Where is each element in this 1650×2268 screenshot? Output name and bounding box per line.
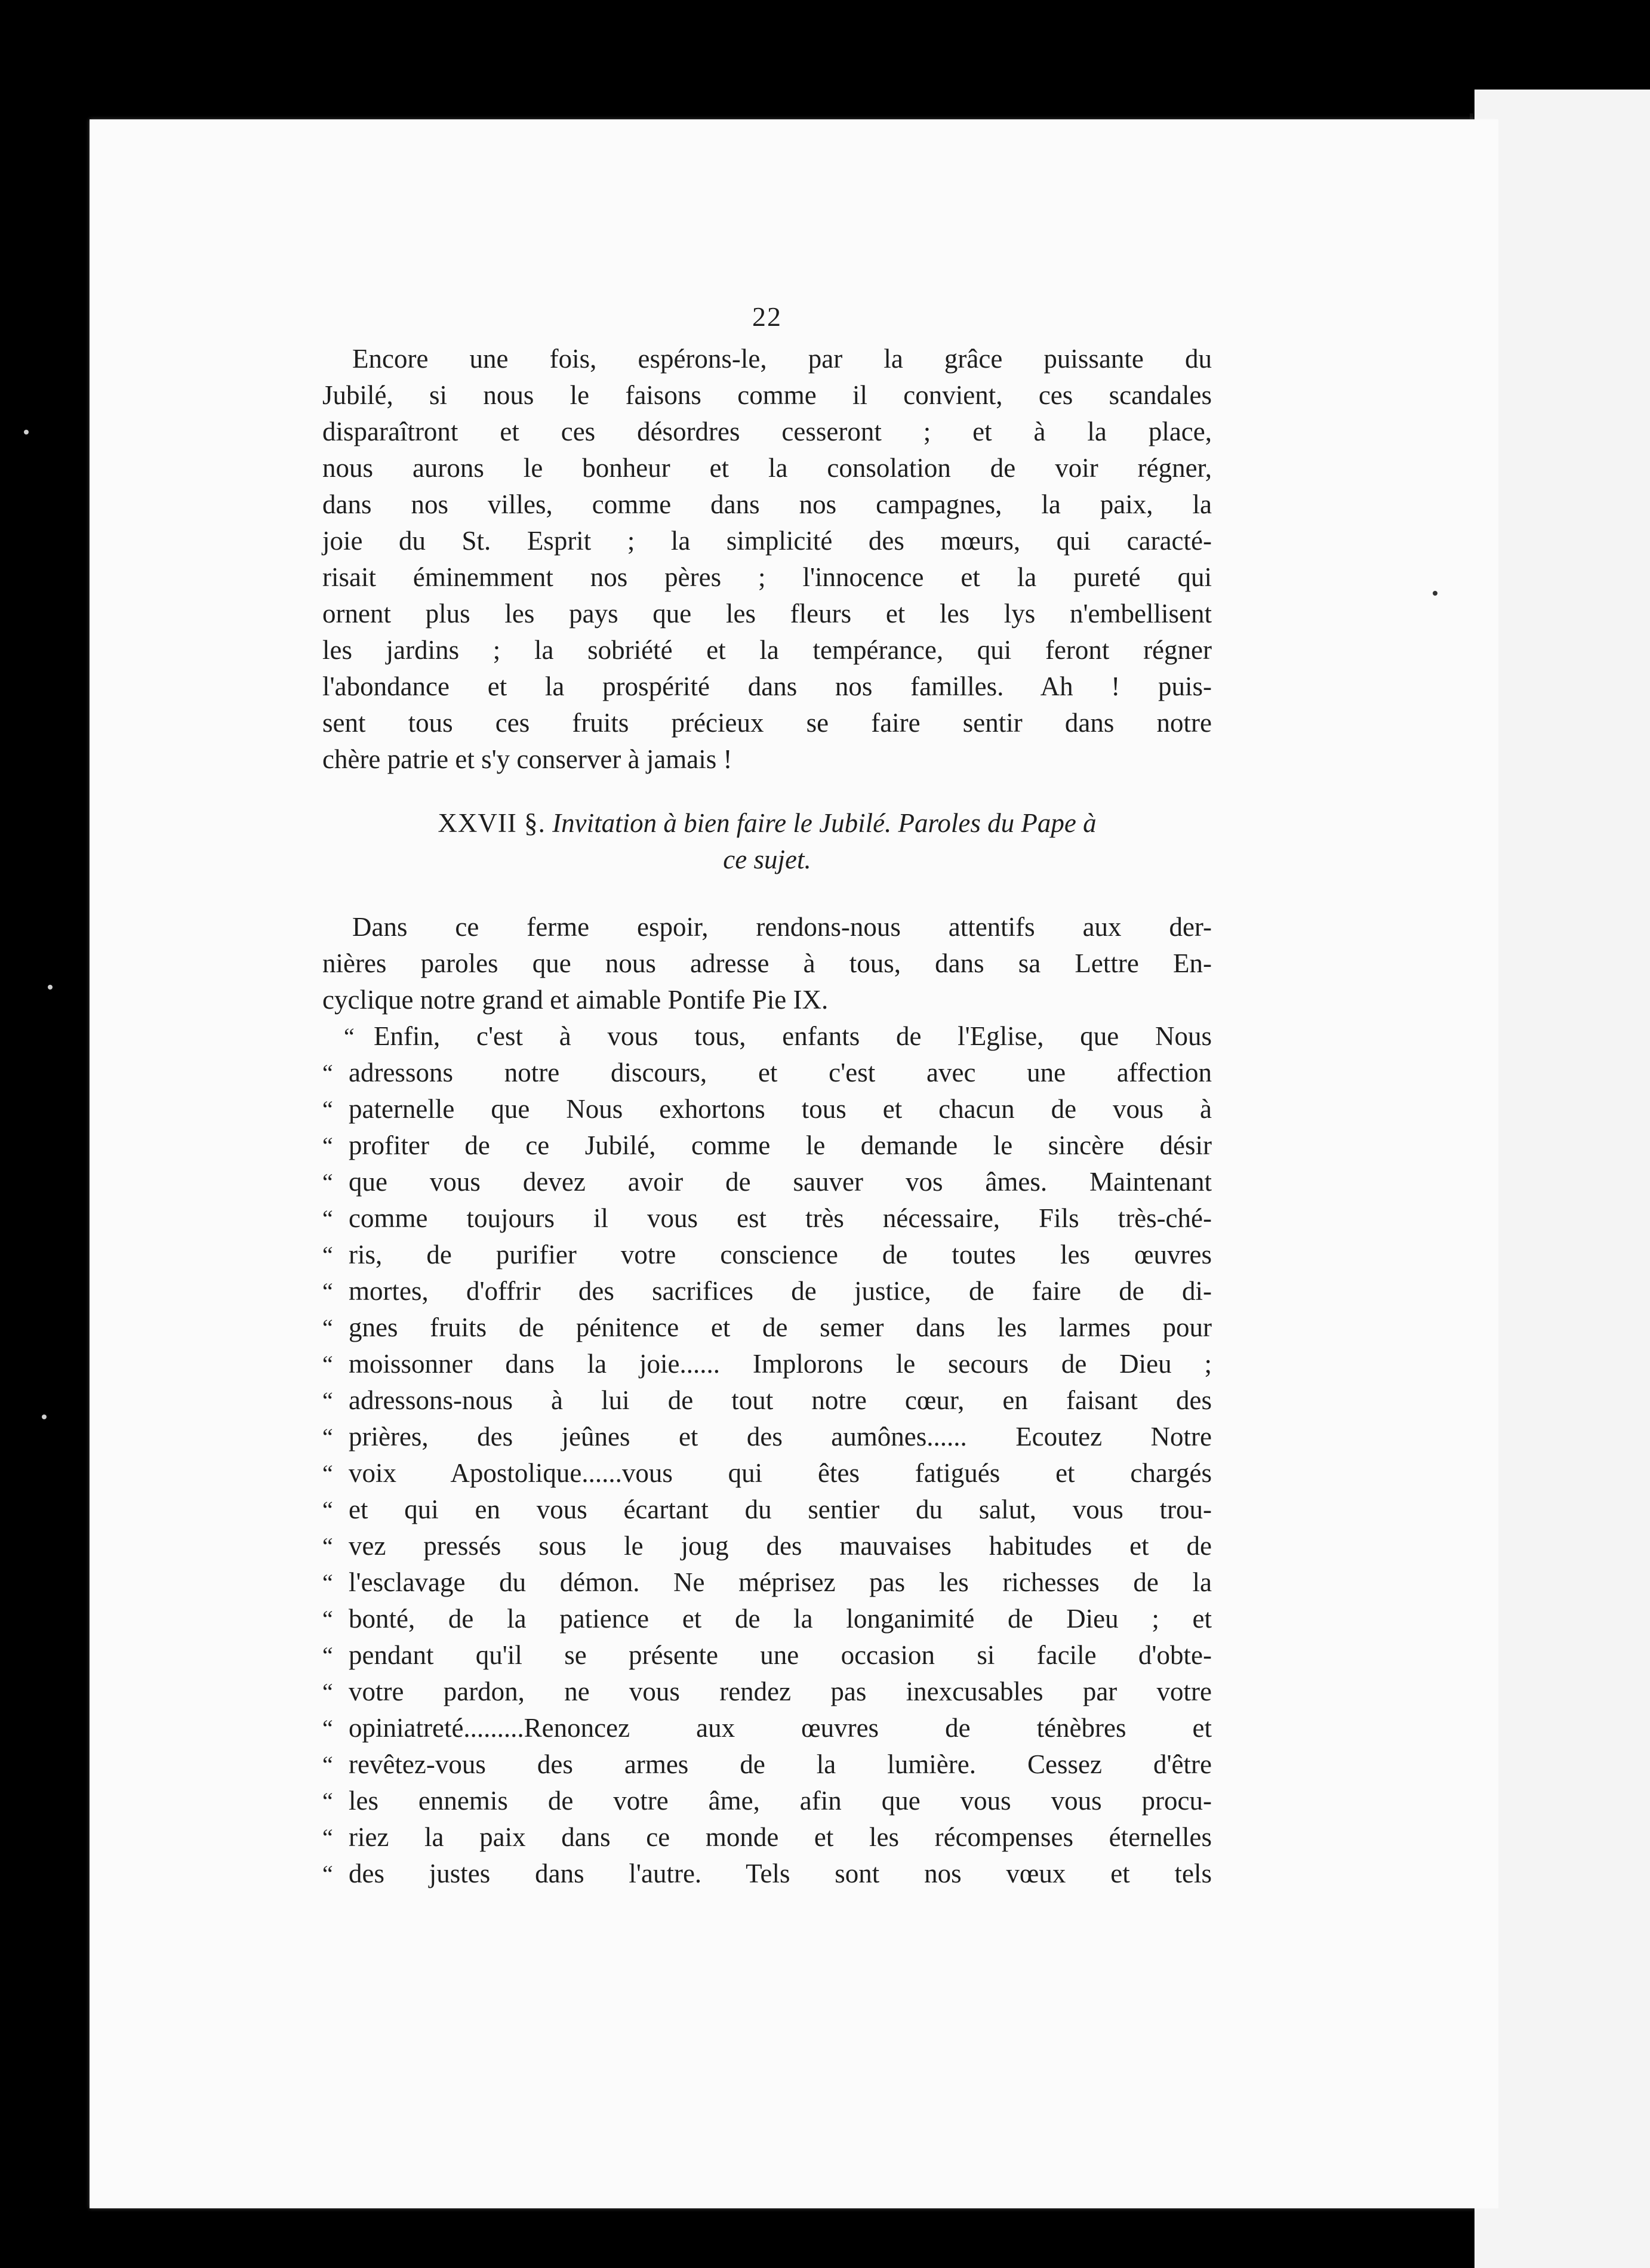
scan-speck — [24, 430, 29, 435]
quote-line — [322, 1018, 1212, 1055]
quote-mark: “ — [322, 1169, 333, 1195]
quote-mark: “ — [322, 1824, 333, 1851]
quote-mark: “ — [322, 1423, 333, 1450]
quote-mark: “ — [322, 1569, 333, 1596]
quote-line — [322, 1127, 1212, 1164]
quote-text: vez pressés sous le joug des mauvaises habitudes et de — [349, 1531, 1212, 1561]
text-line: ornent plus les pays que les fleurs et les lys n'embellisent — [322, 599, 1212, 628]
section-title-line-1: Invitation à bien faire le Jubilé. Paroles du Pape à — [552, 808, 1097, 838]
quote-line — [322, 1710, 1212, 1746]
quote-line — [322, 1382, 1212, 1419]
page-number: 22 — [752, 301, 782, 332]
quote-text: moissonner dans la joie...... Implorons le secours de Dieu ; — [349, 1349, 1212, 1379]
quote-text: profiter de ce Jubilé, comme le demande le sincère désir — [349, 1130, 1212, 1160]
text-line: cyclique notre grand et aimable Pontife Pie IX. — [322, 985, 829, 1015]
facing-page — [1474, 90, 1650, 2268]
text-line: Dans ce ferme espoir, rendons-nous attentifs aux der- — [352, 912, 1212, 942]
quote-mark: “ — [322, 1387, 333, 1414]
quote-text: et qui en vous écartant du sentier du salut, vous trou- — [349, 1494, 1212, 1524]
quote-line — [322, 1164, 1212, 1200]
quote-mark: “ — [322, 1241, 333, 1268]
page-text — [322, 298, 1212, 1892]
quote-line — [322, 1783, 1212, 1819]
quote-text: voix Apostolique......vous qui êtes fatigués et chargés — [349, 1458, 1212, 1488]
quote-mark: “ — [322, 1642, 333, 1669]
quote-mark: “ — [322, 1751, 333, 1778]
quote-line — [322, 1091, 1212, 1127]
quote-mark: “ — [322, 1278, 333, 1305]
quote-line — [322, 1055, 1212, 1091]
quote-line — [322, 1273, 1212, 1309]
quote-mark: “ — [322, 1860, 333, 1887]
paragraph-encyclical — [322, 909, 1212, 1018]
quote-mark: “ — [322, 1132, 333, 1159]
quote-text: l'esclavage du démon. Ne méprisez pas les richesses de la — [349, 1567, 1212, 1597]
quote-line — [322, 1309, 1212, 1346]
quote-text: ris, de purifier votre conscience de toutes les œuvres — [349, 1240, 1212, 1269]
scan-speck — [48, 985, 53, 990]
quote-text: riez la paix dans ce monde et les récompenses éternelles — [349, 1822, 1212, 1852]
text-line: sent tous ces fruits précieux se faire sentir dans notre — [322, 708, 1212, 738]
quote-line — [322, 1455, 1212, 1492]
quote-mark: “ — [322, 1059, 333, 1086]
quote-line — [322, 1419, 1212, 1455]
quote-mark: “ — [344, 1023, 355, 1050]
quote-line — [322, 1746, 1212, 1783]
scan-speck — [1433, 591, 1437, 596]
quote-text: bonté, de la patience et de la longanimité de Dieu ; et — [349, 1604, 1212, 1634]
quote-line — [322, 1637, 1212, 1674]
quote-text: Enfin, c'est à vous tous, enfants de l'Eglise, que Nous — [374, 1021, 1212, 1051]
quote-line — [322, 1674, 1212, 1710]
text-line: risait éminemment nos pères ; l'innocence et la pureté qui — [322, 562, 1212, 592]
quote-line — [322, 1492, 1212, 1528]
text-line: nières paroles que nous adresse à tous, dans sa Lettre En- — [322, 948, 1212, 978]
quote-mark: “ — [322, 1496, 333, 1523]
text-line: nous aurons le bonheur et la consolation de voir régner, — [322, 453, 1212, 483]
quote-mark: “ — [322, 1533, 333, 1560]
quote-text: comme toujours il vous est très nécessaire, Fils très-ché- — [349, 1203, 1212, 1233]
quote-text: paternelle que Nous exhortons tous et chacun de vous à — [349, 1094, 1212, 1124]
quote-text: que vous devez avoir de sauver vos âmes. Maintenant — [349, 1167, 1212, 1197]
quote-line — [322, 1346, 1212, 1382]
paragraph-hope — [322, 341, 1212, 778]
text-line: disparaîtront et ces désordres cesseront ; et à la place, — [322, 417, 1212, 446]
text-line: joie du St. Esprit ; la simplicité des mœurs, qui caracté- — [322, 526, 1212, 556]
quote-line — [322, 1528, 1212, 1564]
quote-line — [322, 1200, 1212, 1237]
quote-text: pendant qu'il se présente une occasion si facile d'obte- — [349, 1640, 1212, 1670]
text-line: chère patrie et s'y conserver à jamais ! — [322, 744, 732, 774]
quote-line — [322, 1564, 1212, 1601]
quote-mark: “ — [322, 1715, 333, 1742]
quote-mark: “ — [322, 1096, 333, 1123]
quote-text: votre pardon, ne vous rendez pas inexcusables par votre — [349, 1677, 1212, 1706]
quote-mark: “ — [322, 1205, 333, 1232]
section-number: XXVII §. — [438, 808, 546, 838]
quote-text: les ennemis de votre âme, afin que vous vous procu- — [349, 1786, 1212, 1816]
quote-text: adressons notre discours, et c'est avec une affection — [349, 1058, 1212, 1087]
section-heading — [322, 805, 1212, 878]
text-line: Jubilé, si nous le faisons comme il convient, ces scandales — [322, 380, 1212, 410]
quote-mark: “ — [322, 1460, 333, 1487]
quote-text: adressons-nous à lui de tout notre cœur, en faisant des — [349, 1385, 1212, 1415]
quote-text: gnes fruits de pénitence et de semer dans les larmes pour — [349, 1312, 1212, 1342]
quote-line — [322, 1237, 1212, 1273]
quote-text: revêtez-vous des armes de la lumière. Cessez d'être — [349, 1749, 1212, 1779]
quote-mark: “ — [322, 1788, 333, 1814]
section-title-line-2: ce sujet. — [723, 845, 811, 874]
quote-text: prières, des jeûnes et des aumônes...... Ecoutez Notre — [349, 1422, 1212, 1452]
text-line: Encore une fois, espérons-le, par la grâce puissante du — [352, 344, 1212, 374]
quote-mark: “ — [322, 1606, 333, 1632]
quote-text: opiniatreté.........Renoncez aux œuvres de ténèbres et — [349, 1713, 1212, 1743]
quote-line — [322, 1601, 1212, 1637]
text-line: dans nos villes, comme dans nos campagnes, la paix, la — [322, 489, 1212, 519]
papal-quotation — [322, 1018, 1212, 1892]
scan-speck — [42, 1415, 47, 1419]
quote-mark: “ — [322, 1678, 333, 1705]
quote-line — [322, 1819, 1212, 1856]
quote-line — [322, 1856, 1212, 1892]
quote-mark: “ — [322, 1351, 333, 1378]
text-line: l'abondance et la prospérité dans nos familles. Ah ! puis- — [322, 671, 1212, 701]
quote-text: mortes, d'offrir des sacrifices de justice, de faire de di- — [349, 1276, 1212, 1306]
text-line: les jardins ; la sobriété et la tempérance, qui feront régner — [322, 635, 1212, 665]
quote-mark: “ — [322, 1314, 333, 1341]
quote-text: des justes dans l'autre. Tels sont nos vœux et tels — [349, 1859, 1212, 1888]
